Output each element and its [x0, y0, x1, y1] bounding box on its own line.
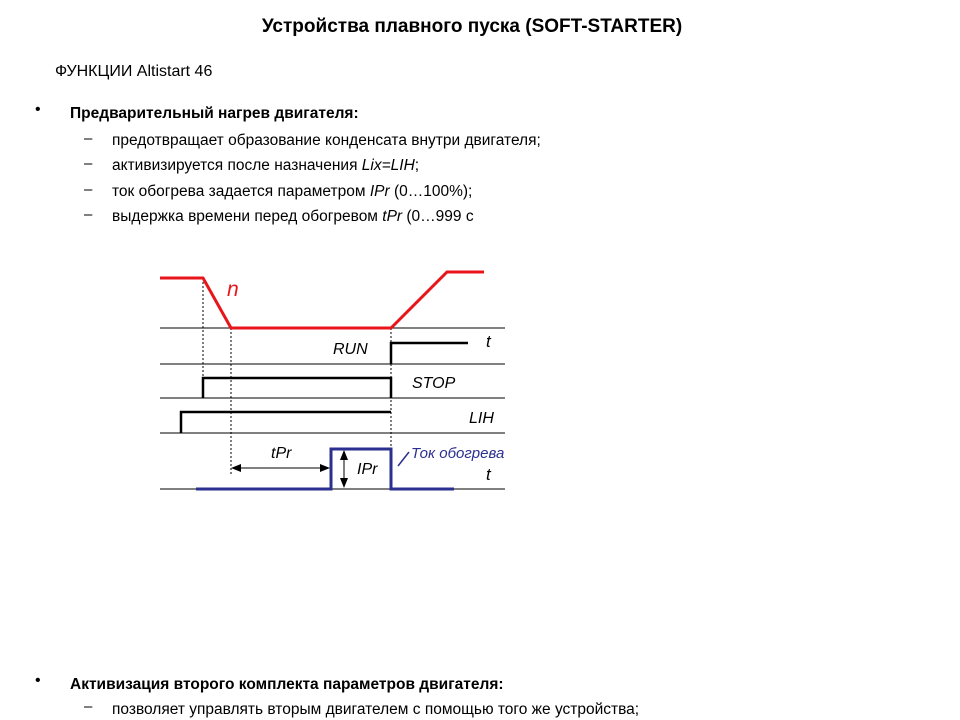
label-ipr: IPr	[357, 461, 378, 478]
dash-marker: –	[84, 130, 93, 147]
section1-heading: Предварительный нагрев двигателя:	[70, 105, 359, 122]
run-signal	[391, 343, 468, 364]
arrowhead-down-icon	[340, 478, 348, 488]
label-t-top: t	[486, 332, 491, 351]
section2-heading: Активизация второго комплекта параметров двигателя:	[70, 676, 504, 693]
arrowhead-left-icon	[231, 464, 241, 472]
motor-speed-curve	[160, 272, 484, 328]
page-subtitle: ФУНКЦИИ Altistart 46	[55, 63, 213, 80]
label-stop: STOP	[412, 375, 456, 392]
section1-item-2: активизируется после назначения Lix=LIH;	[112, 157, 420, 174]
section1-item-3: ток обогрева задается параметром IPr (0…100%);	[112, 183, 473, 200]
arrowhead-right-icon	[320, 464, 330, 472]
section1-item-1: предотвращает образование конденсата внутри двигателя;	[112, 132, 541, 149]
dash-marker: –	[84, 698, 93, 715]
bullet-marker: •	[35, 101, 41, 118]
dash-marker: –	[84, 206, 93, 223]
label-n: n	[227, 278, 239, 301]
lih-signal	[181, 412, 391, 433]
label-t-bottom: t	[486, 465, 491, 484]
dash-marker: –	[84, 181, 93, 198]
label-run: RUN	[333, 341, 368, 358]
section1-item-4: выдержка времени перед обогревом tPr (0…999 с	[112, 208, 474, 225]
arrowhead-up-icon	[340, 450, 348, 460]
label-tpr: tPr	[271, 445, 292, 462]
section2-item-1: позволяет управлять вторым двигателем с помощью того же устройства;	[112, 701, 640, 718]
label-heating-current: Ток обогрева	[411, 445, 505, 462]
page-title: Устройства плавного пуска (SOFT-STARTER)	[261, 16, 683, 37]
heat-label-pointer	[398, 452, 409, 466]
dash-marker: –	[84, 155, 93, 172]
bullet-marker: •	[35, 672, 41, 689]
label-lih: LIH	[469, 410, 494, 427]
